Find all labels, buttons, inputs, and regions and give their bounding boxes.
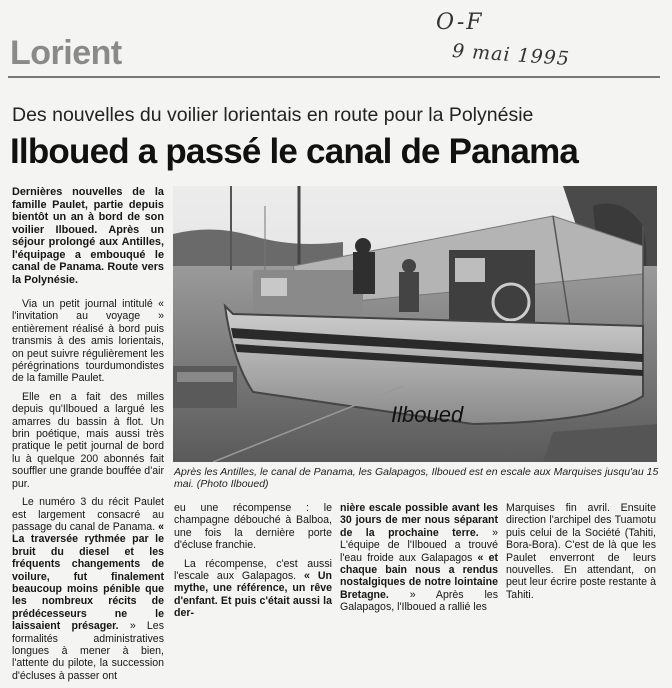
paragraph (174, 558, 332, 620)
photo-caption: Après les Antilles, le canal de Panama, les Galapagos, Ilboued est en escale aux Marquises jusqu'au 15 mai. (Photo Ilboued) (174, 466, 659, 490)
text-run-bold: « La traversée rythmée par le bruit du diesel et les fréquents changements de voilure, fut finalement beaucoup moins pénible que les nombreux récits de prédécesseurs ne le laissaient présager. (12, 520, 164, 633)
paragraph: Elle en a fait des milles depuis qu'Ilboued a largué les amarres du bassin à flot. Un brin poétique, mais aussi très pratique le petit journal de bord lu à quelque 200 abonnés fait souffler une grande bouffée d'air pur. (12, 390, 164, 490)
column-3 (340, 502, 498, 620)
text-run-bold: nière escale possible avant les 30 jours de mer nous séparant de la prochaine terre. (340, 502, 498, 539)
text-run: » L'équipe de l'Ilboued a trouvé l'eau froide aux Galapagos (340, 526, 498, 564)
paragraph: Marquises fin avril. Ensuite direction l'archipel des Tuamotu puis celui de la Société (Tahiti, Bora-Bora). C'est de là que les Paulet enverront de leurs nouvelles. En attendant, on peut leur écrire poste restante à Tahiti. (506, 502, 656, 601)
paragraph: eu une récompense : le champagne débouché à Balboa, une fois la dernière porte d'écluse franchie. (174, 502, 332, 552)
column-1 (12, 186, 164, 688)
section-title: Lorient (10, 34, 122, 72)
hull-name: Ilboued (391, 402, 464, 427)
sailboat-photo (173, 186, 657, 462)
column-2 (174, 502, 332, 626)
text-run: » Après les Galapagos, l'Ilboued a rallié les (340, 588, 498, 614)
paragraph (12, 496, 164, 682)
article-headline: Ilboued a passé le canal de Panama (10, 132, 579, 171)
section-rule (8, 76, 660, 78)
paragraph (340, 502, 498, 614)
handwritten-source: O-F (436, 10, 484, 35)
handwritten-date: 9 mai 1995 (451, 39, 571, 71)
column-4 (506, 502, 656, 607)
article-intro: Dernières nouvelles de la famille Paulet, partie depuis bientôt un an à bord de son voilier Ilboued. Après un séjour prolongé aux Antilles, l'équipage a embouqué le canal de Panama. Route vers la Polynésie. (12, 186, 164, 286)
text-run: Le numéro 3 du récit Paulet est largement consacré au passage du canal de Panama. (12, 496, 164, 533)
article-photo (173, 186, 657, 462)
text-run: » Les formalités administratives longues à mener à bien, l'attente du pilote, la succession d'écluses à passer ont (12, 620, 164, 682)
text-run-bold: « Un mythe, une référence, un rêve d'enfant. Et puis c'était aussi la der- (174, 570, 332, 620)
text-run: La récompense, c'est aussi l'escale aux Galapagos. (174, 557, 332, 583)
text-run-bold: « et chaque bain nous a rendus nostalgiques de notre lointaine Bretagne. (340, 551, 498, 601)
article-subhead: Des nouvelles du voilier lorientais en route pour la Polynésie (12, 104, 534, 126)
paragraph: Via un petit journal intitulé « l'invitation au voyage » entièrement réalisé à bord puis transmis à des amis lorientais, on peut suivre régulièrement les pérégrinations tourdumondistes de la famille Paulet. (12, 298, 164, 385)
